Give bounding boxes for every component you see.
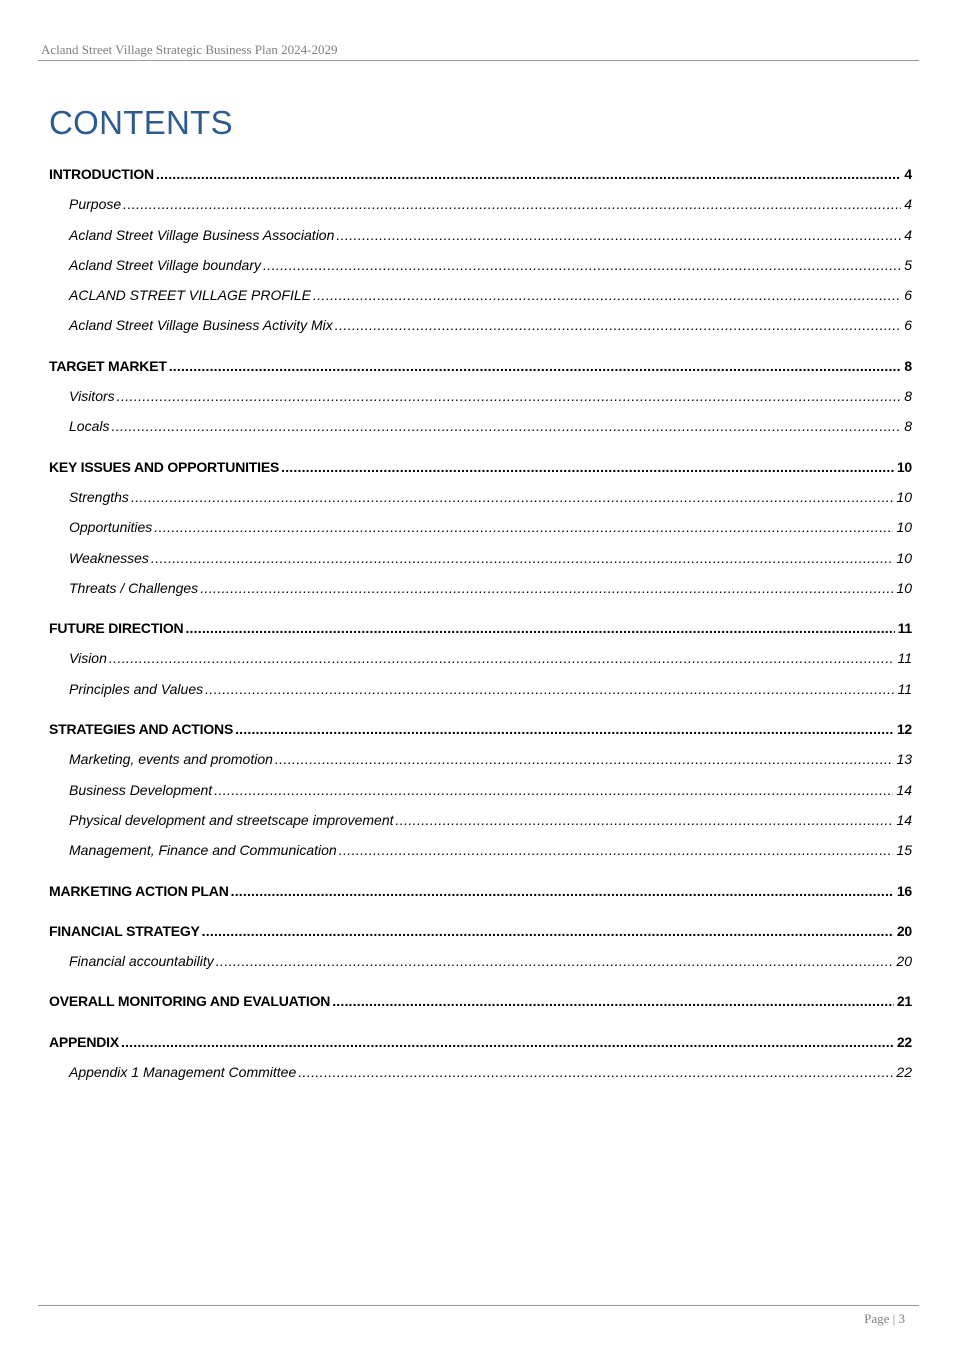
toc-entry-title: Opportunities xyxy=(69,519,153,536)
toc-section-entry[interactable] xyxy=(49,883,912,913)
toc-dot-leader xyxy=(109,650,895,666)
toc-subsection-entry[interactable] xyxy=(49,550,912,580)
toc-entry-page: 8 xyxy=(904,357,912,374)
toc-subsection-entry[interactable] xyxy=(49,257,912,287)
toc-entry-page: 14 xyxy=(896,811,912,828)
toc-subsection-entry[interactable] xyxy=(49,580,912,610)
toc-entry-title: Business Development xyxy=(69,781,213,798)
toc-section-entry[interactable] xyxy=(49,993,912,1023)
toc-dot-leader xyxy=(151,550,894,566)
toc-dot-leader xyxy=(339,842,894,858)
toc-entry-page: 10 xyxy=(896,488,912,505)
toc-entry-title: Acland Street Village boundary xyxy=(69,256,261,273)
toc-entry-title: ACLAND STREET VILLAGE PROFILE xyxy=(69,287,311,304)
toc-subsection-entry[interactable] xyxy=(49,388,912,418)
toc-entry-page: 16 xyxy=(896,882,912,899)
toc-subsection-entry[interactable] xyxy=(49,650,912,680)
toc-dot-leader xyxy=(214,782,893,798)
toc-entry-page: 10 xyxy=(896,458,912,475)
toc-entry-page: 22 xyxy=(896,1033,912,1050)
toc-subsection-entry[interactable] xyxy=(49,489,912,519)
toc-entry-title: Marketing, events and promotion xyxy=(69,751,273,768)
toc-entry-title: APPENDIX xyxy=(49,1033,119,1050)
toc-entry-page: 8 xyxy=(904,418,912,435)
toc-dot-leader xyxy=(156,166,901,182)
toc-section-entry[interactable] xyxy=(49,358,912,388)
page-title: CONTENTS xyxy=(49,104,233,141)
toc-entry-title: Purpose xyxy=(69,196,122,213)
header-divider xyxy=(38,60,919,61)
toc-section-entry[interactable] xyxy=(49,459,912,489)
toc-entry-title: Threats / Challenges xyxy=(69,579,199,596)
toc-dot-leader xyxy=(123,196,901,212)
toc-section-entry[interactable] xyxy=(49,721,912,751)
toc-entry-title: Physical development and streetscape improvement xyxy=(69,811,394,828)
toc-entry-page: 8 xyxy=(904,388,912,405)
toc-dot-leader xyxy=(111,418,901,434)
toc-dot-leader xyxy=(154,519,893,535)
toc-dot-leader xyxy=(169,358,902,374)
toc-dot-leader xyxy=(235,721,894,737)
toc-subsection-entry[interactable] xyxy=(49,196,912,226)
toc-dot-leader xyxy=(332,993,894,1009)
toc-subsection-entry[interactable] xyxy=(49,782,912,812)
running-header: Acland Street Village Strategic Business Plan 2024-2029 xyxy=(41,42,338,57)
toc-entry-title: Locals xyxy=(69,418,110,435)
footer-divider xyxy=(38,1305,919,1306)
toc-subsection-entry[interactable] xyxy=(49,227,912,257)
toc-entry-title: Management, Finance and Communication xyxy=(69,842,337,859)
toc-dot-leader xyxy=(185,620,894,636)
toc-entry-page: 22 xyxy=(896,1064,912,1081)
toc-entry-page: 11 xyxy=(897,680,912,697)
toc-entry-page: 15 xyxy=(896,842,912,859)
toc-entry-title: Acland Street Village Business Activity Mix xyxy=(69,317,333,334)
toc-dot-leader xyxy=(336,227,901,243)
page-number: Page | 3 xyxy=(864,1311,905,1326)
toc-entry-page: 13 xyxy=(896,751,912,768)
toc-entry-page: 11 xyxy=(897,620,912,637)
toc-dot-leader xyxy=(205,681,894,697)
toc-dot-leader xyxy=(281,459,894,475)
toc-entry-title: Vision xyxy=(69,650,107,667)
toc-section-entry[interactable] xyxy=(49,923,912,953)
toc-dot-leader xyxy=(200,580,893,596)
toc-entry-title: FINANCIAL STRATEGY xyxy=(49,922,200,939)
toc-subsection-entry[interactable] xyxy=(49,519,912,549)
toc-entry-title: Principles and Values xyxy=(69,680,204,697)
toc-entry-title: MARKETING ACTION PLAN xyxy=(49,882,229,899)
toc-entry-page: 14 xyxy=(896,781,912,798)
toc-entry-title: Visitors xyxy=(69,388,115,405)
toc-entry-title: Financial accountability xyxy=(69,953,214,970)
toc-entry-page: 6 xyxy=(904,287,912,304)
toc-entry-title: Acland Street Village Business Association xyxy=(69,226,335,243)
toc-subsection-entry[interactable] xyxy=(49,317,912,347)
toc-subsection-entry[interactable] xyxy=(49,953,912,983)
toc-subsection-entry[interactable] xyxy=(49,681,912,711)
toc-dot-leader xyxy=(231,883,894,899)
toc-entry-page: 4 xyxy=(904,196,912,213)
toc-dot-leader xyxy=(313,287,901,303)
toc-entry-page: 20 xyxy=(896,922,912,939)
toc-entry-title: STRATEGIES AND ACTIONS xyxy=(49,721,234,738)
toc-entry-title: Weaknesses xyxy=(69,549,149,566)
toc-dot-leader xyxy=(298,1064,893,1080)
toc-dot-leader xyxy=(117,388,902,404)
toc-entry-title: OVERALL MONITORING AND EVALUATION xyxy=(49,993,331,1010)
toc-entry-page: 20 xyxy=(896,953,912,970)
table-of-contents xyxy=(49,166,912,1094)
toc-entry-title: TARGET MARKET xyxy=(49,357,167,374)
toc-dot-leader xyxy=(396,812,894,828)
toc-entry-page: 12 xyxy=(896,721,912,738)
toc-dot-leader xyxy=(131,489,893,505)
toc-entry-title: Appendix 1 Management Committee xyxy=(69,1064,297,1081)
toc-entry-page: 4 xyxy=(904,166,912,182)
toc-entry-page: 10 xyxy=(896,519,912,536)
toc-dot-leader xyxy=(275,751,894,767)
toc-dot-leader xyxy=(121,1034,894,1050)
toc-entry-title: Strengths xyxy=(69,488,129,505)
toc-subsection-entry[interactable] xyxy=(49,751,912,781)
toc-entry-page: 4 xyxy=(904,226,912,243)
toc-dot-leader xyxy=(263,257,901,273)
toc-entry-page: 10 xyxy=(896,549,912,566)
toc-subsection-entry[interactable] xyxy=(49,1064,912,1094)
toc-dot-leader xyxy=(335,317,901,333)
toc-entry-page: 21 xyxy=(896,993,912,1010)
toc-entry-title: FUTURE DIRECTION xyxy=(49,620,184,637)
toc-entry-title: INTRODUCTION xyxy=(49,166,154,182)
toc-entry-title: KEY ISSUES AND OPPORTUNITIES xyxy=(49,458,280,475)
toc-subsection-entry[interactable] xyxy=(49,812,912,842)
toc-section-entry[interactable] xyxy=(49,1034,912,1064)
toc-dot-leader xyxy=(202,923,894,939)
toc-subsection-entry[interactable] xyxy=(49,418,912,448)
toc-subsection-entry[interactable] xyxy=(49,842,912,872)
toc-subsection-entry[interactable] xyxy=(49,287,912,317)
toc-section-entry[interactable] xyxy=(49,166,912,196)
toc-entry-page: 11 xyxy=(897,650,912,667)
toc-entry-page: 5 xyxy=(904,256,912,273)
toc-entry-page: 10 xyxy=(896,579,912,596)
toc-section-entry[interactable] xyxy=(49,620,912,650)
toc-dot-leader xyxy=(216,953,894,969)
toc-entry-page: 6 xyxy=(904,317,912,334)
